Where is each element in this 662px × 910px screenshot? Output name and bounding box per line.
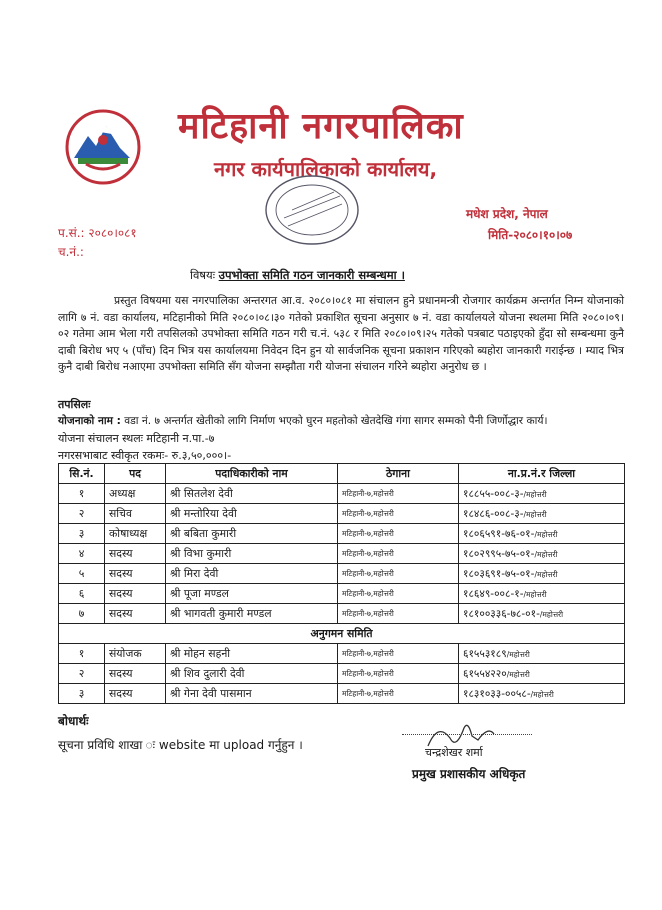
- cell-address: मटिहानी-७,महोत्तरी: [338, 524, 459, 544]
- member-row: [59, 604, 625, 624]
- cell-name: श्री मन्तोरिया देवी: [166, 504, 338, 524]
- signer-role: प्रमुख प्रशासकीय अधिकृत: [412, 767, 526, 781]
- member-row: [59, 484, 625, 504]
- committee-table: [58, 463, 625, 704]
- project-site: योजना संचालन स्थलः मटिहानी न.पा.-७: [58, 432, 215, 445]
- cell-address: मटिहानी-७,महोत्तरी: [338, 484, 459, 504]
- project-name: [58, 414, 548, 428]
- member-row: [59, 504, 625, 524]
- table-header-row: [59, 464, 625, 484]
- cell-post: कोषाध्यक्ष: [105, 524, 166, 544]
- cell-name: श्री मिरा देवी: [166, 564, 338, 584]
- cell-citizenship: [459, 544, 625, 564]
- cell-name: श्री भागवती कुमारी मण्डल: [166, 604, 338, 624]
- cell-post: सदस्य: [105, 604, 166, 624]
- citizenship-number: १८१००३३६-७८-०१-: [463, 607, 540, 620]
- citizenship-district: /महोत्तरी: [534, 549, 558, 559]
- subject-line: [190, 268, 405, 283]
- subject-text: उपभोक्ता समिति गठन जानकारी सम्बन्धमा ।: [218, 268, 405, 282]
- citizenship-number: १८०३६९१-७५-०१-: [463, 567, 535, 580]
- cell-post: सदस्य: [105, 664, 166, 684]
- cell-citizenship: [459, 644, 625, 664]
- cell-citizenship: [459, 684, 625, 704]
- cell-address: मटिहानी-७,महोत्तरी: [338, 664, 459, 684]
- cell-address: मटिहानी-७,महोत्तरी: [338, 544, 459, 564]
- cell-sn: ३: [59, 524, 105, 544]
- project-name-label: योजनाको नाम :: [58, 415, 121, 427]
- cell-name: श्री मोहन सहनी: [166, 644, 338, 664]
- cell-sn: ७: [59, 604, 105, 624]
- citizenship-district: /महोत्तरी: [506, 669, 530, 679]
- citizenship-number: १८८५५-००८-३-: [463, 487, 524, 500]
- cell-sn: ३: [59, 684, 105, 704]
- cell-citizenship: [459, 504, 625, 524]
- subject-prefix: विषयः: [190, 268, 216, 282]
- cell-address: मटिहानी-७,महोत्तरी: [338, 604, 459, 624]
- project-name-value: वडा नं. ७ अन्तर्गत खेतीको लागि निर्माण भएको घुरन महतोको खेतदेखि गंगा सागर सम्मको पैनी जिर्णोद्धार कार्य।: [124, 415, 548, 427]
- citizenship-district: /महोत्तरी: [523, 589, 547, 599]
- col-header-name: पदाधिकारीको नाम: [166, 464, 338, 484]
- col-header-citizenship: ना.प्र.नं.र जिल्ला: [459, 464, 625, 484]
- province-text: मधेश प्रदेश, नेपाल: [466, 207, 548, 221]
- citizenship-number: १८४८६-००८-३-: [463, 507, 524, 520]
- cell-sn: ६: [59, 584, 105, 604]
- letterhead-title: मटिहानी नगरपालिका: [178, 106, 464, 147]
- cell-name: श्री गेना देवी पासमान: [166, 684, 338, 704]
- cell-post: सचिव: [105, 504, 166, 524]
- letter-body: प्रस्तुत विषयमा यस नगरपालिका अन्तरगत आ.व. २०८०।०८१ मा संचालन हुने प्रधानमन्त्री रोजगार कार्यक्रम अन्तर्गत निम्न योजनाको लागि ७ नं. वडा कार्यालय, मटिहानीको मिति २०८०।०८।३० गतेको प्रकाशित सूचना अनुसार ७ नं. वडा कार्यालयले योजना स्थलमा मिति २०८०।०९।०२ गतेमा आम भेला गरी तपसिलको उपभोक्ता समिति गठन गरी च.नं. ५३८ र मिति २०८०।०९।२५ गतेको पत्रबाट पठाइएको हुँदा सो सम्बन्धमा कुनै दाबी बिरोध भए ५ (पाँच) दिन भित्र यस कार्यालयमा निवेदन दिन हुन यो सार्वजनिक सूचना प्रकाशन गरिएको ब्यहोरा जानकारी गराईन्छ । म्याद भित्र कुनै दाबी बिरोध नआएमा उपभोक्ता समिति सँग योजना सम्झौता गरी योजना संचालन गरिने ब्यहोरा अनुरोध छ ।: [58, 294, 624, 374]
- municipality-logo: [64, 108, 142, 186]
- tapasil-label: तपसिलः: [58, 398, 91, 411]
- citizenship-number: १८६४९-००८-१-: [463, 587, 524, 600]
- cell-address: मटिहानी-७,महोत्तरी: [338, 584, 459, 604]
- cell-sn: २: [59, 664, 105, 684]
- cell-name: श्री पूजा मण्डल: [166, 584, 338, 604]
- member-row: [59, 544, 625, 564]
- monitoring-committee-title: अनुगमन समिति: [59, 624, 625, 644]
- citizenship-district: /महोत्तरी: [534, 569, 558, 579]
- cell-name: श्री शिव दुलारी देवी: [166, 664, 338, 684]
- cell-citizenship: [459, 584, 625, 604]
- reference-number: प.सं.: २०८०।०८१: [58, 226, 137, 240]
- monitoring-row: [59, 644, 625, 664]
- cell-citizenship: [459, 484, 625, 504]
- cell-address: मटिहानी-७,महोत्तरी: [338, 564, 459, 584]
- cell-post: सदस्य: [105, 544, 166, 564]
- cell-sn: ४: [59, 544, 105, 564]
- citizenship-district: /महोत्तरी: [534, 529, 558, 539]
- citizenship-number: ६१५५३१८९: [463, 647, 507, 660]
- cell-address: मटिहानी-७,महोत्तरी: [338, 504, 459, 524]
- cell-sn: २: [59, 504, 105, 524]
- approved-amount: नगरसभाबाट स्वीकृत रकमः- रु.३,५०,०००।-: [58, 449, 232, 462]
- copy-to-line: सूचना प्रविधि शाखा ः website मा upload गर्नुहुन ।: [58, 738, 303, 752]
- cell-address: मटिहानी-७,महोत्तरी: [338, 684, 459, 704]
- signature-line: [402, 734, 532, 735]
- citizenship-district: /महोत्तरी: [539, 609, 564, 619]
- copy-to-label: बोधार्थः: [58, 714, 89, 728]
- cell-citizenship: [459, 604, 625, 624]
- citizenship-district: /महोत्तरी: [506, 649, 530, 659]
- member-row: [59, 564, 625, 584]
- col-header-address: ठेगाना: [338, 464, 459, 484]
- cell-post: सदस्य: [105, 564, 166, 584]
- cell-post: अध्यक्ष: [105, 484, 166, 504]
- cell-post: सदस्य: [105, 684, 166, 704]
- cell-citizenship: [459, 564, 625, 584]
- cell-address: मटिहानी-७,महोत्तरी: [338, 644, 459, 664]
- monitoring-section-row: [59, 624, 625, 644]
- col-header-post: पद: [105, 464, 166, 484]
- official-stamp: [262, 170, 362, 248]
- cell-name: श्री सितलेश देवी: [166, 484, 338, 504]
- monitoring-row: [59, 684, 625, 704]
- cell-post: सदस्य: [105, 584, 166, 604]
- citizenship-number: १८३१०३३-००५८-: [463, 687, 531, 700]
- signer-name: चन्द्रशेखर शर्मा: [425, 746, 483, 759]
- cell-sn: ५: [59, 564, 105, 584]
- citizenship-number: १८०६५९१-७६-०१-: [463, 527, 535, 540]
- citizenship-district: /महोत्तरी: [523, 489, 547, 499]
- cell-sn: १: [59, 644, 105, 664]
- citizenship-number: १८०२९९५-७५-०१-: [463, 547, 535, 560]
- cell-sn: १: [59, 484, 105, 504]
- col-header-sn: सि.नं.: [59, 464, 105, 484]
- citizenship-number: ६१५५४२२०: [463, 667, 507, 680]
- letter-date: मिति-२०८०।१०।०७: [488, 228, 573, 242]
- dispatch-number: च.नं.:: [58, 245, 84, 259]
- cell-name: श्री बबिता कुमारी: [166, 524, 338, 544]
- monitoring-row: [59, 664, 625, 684]
- cell-name: श्री विभा कुमारी: [166, 544, 338, 564]
- letterhead-subtitle: नगर कार्यपालिकाको कार्यालय,: [214, 157, 438, 181]
- cell-post: संयोजक: [105, 644, 166, 664]
- cell-citizenship: [459, 524, 625, 544]
- member-row: [59, 584, 625, 604]
- member-row: [59, 524, 625, 544]
- citizenship-district: /महोत्तरी: [530, 689, 554, 699]
- cell-citizenship: [459, 664, 625, 684]
- citizenship-district: /महोत्तरी: [523, 509, 547, 519]
